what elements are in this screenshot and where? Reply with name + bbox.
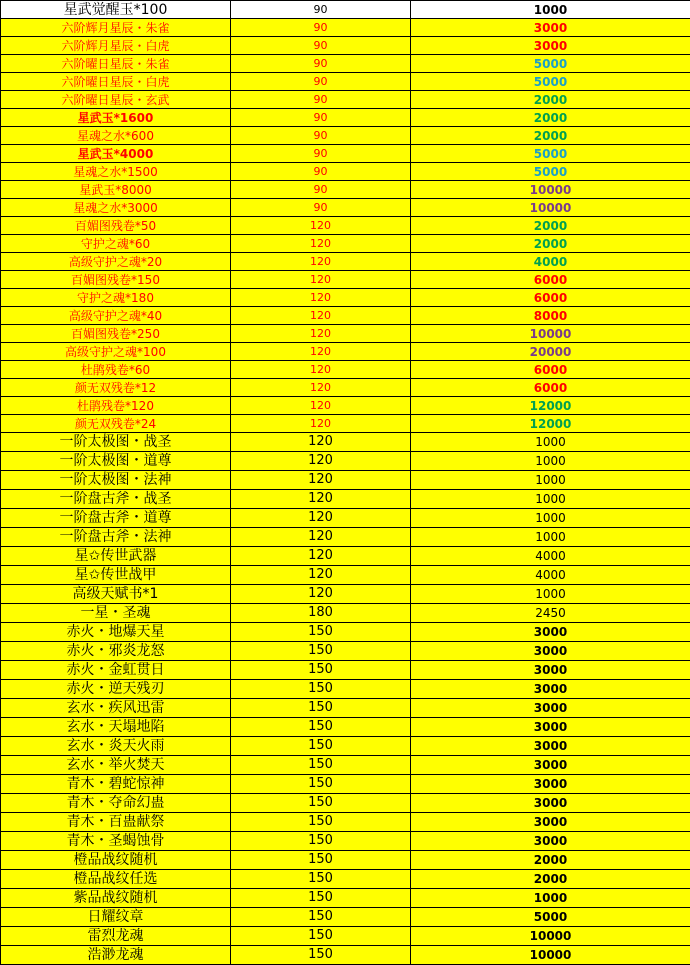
- item-name-cell: 星魂之水*1500: [1, 163, 231, 181]
- item-name-cell: 百媚图残卷*250: [1, 325, 231, 343]
- item-name-cell: 六阶曜日星辰・朱雀: [1, 55, 231, 73]
- price-cell: 6000: [411, 361, 690, 379]
- item-name-cell: 百媚图残卷*50: [1, 217, 231, 235]
- price-cell: 2000: [411, 217, 690, 235]
- item-name-cell: 浩渺龙魂: [1, 946, 231, 965]
- table-row: [1, 813, 690, 832]
- table-row: [1, 307, 690, 325]
- item-name-cell: 一阶太极图・道尊: [1, 452, 231, 471]
- item-name-cell: 百媚图残卷*150: [1, 271, 231, 289]
- table-row: [1, 217, 690, 235]
- item-name-cell: 赤火・邪炎龙怒: [1, 642, 231, 661]
- level-cell: 150: [231, 832, 411, 851]
- price-cell: 5000: [411, 145, 690, 163]
- level-cell: 90: [231, 37, 411, 55]
- level-cell: 150: [231, 718, 411, 737]
- table-row: [1, 37, 690, 55]
- level-cell: 90: [231, 19, 411, 37]
- level-cell: 120: [231, 361, 411, 379]
- table-row: [1, 699, 690, 718]
- price-cell: 10000: [411, 325, 690, 343]
- table-row: [1, 946, 690, 965]
- table-row: [1, 289, 690, 307]
- level-cell: 150: [231, 642, 411, 661]
- price-cell: 10000: [411, 199, 690, 217]
- table-row: [1, 509, 690, 528]
- table-row: [1, 471, 690, 490]
- level-cell: 150: [231, 946, 411, 965]
- item-name-cell: 一阶盘古斧・法神: [1, 528, 231, 547]
- table-row: [1, 851, 690, 870]
- level-cell: 90: [231, 127, 411, 145]
- price-cell: 3000: [411, 718, 690, 737]
- table-row: [1, 680, 690, 699]
- item-name-cell: 六阶曜日星辰・白虎: [1, 73, 231, 91]
- item-name-cell: 青木・百蛊献祭: [1, 813, 231, 832]
- level-cell: 120: [231, 343, 411, 361]
- table-row: [1, 927, 690, 946]
- table-row: [1, 163, 690, 181]
- item-name-cell: 六阶曜日星辰・玄武: [1, 91, 231, 109]
- price-cell: 6000: [411, 289, 690, 307]
- table-row: [1, 604, 690, 623]
- level-cell: 150: [231, 775, 411, 794]
- price-cell: 3000: [411, 37, 690, 55]
- item-name-cell: 星武玉*4000: [1, 145, 231, 163]
- table-row: [1, 91, 690, 109]
- table-row: [1, 737, 690, 756]
- price-cell: 4000: [411, 253, 690, 271]
- level-cell: 120: [231, 585, 411, 604]
- price-cell: 2000: [411, 91, 690, 109]
- level-cell: 150: [231, 699, 411, 718]
- level-cell: 120: [231, 509, 411, 528]
- item-name-cell: 星✩传世战甲: [1, 566, 231, 585]
- level-cell: 120: [231, 566, 411, 585]
- level-cell: 120: [231, 415, 411, 433]
- level-cell: 150: [231, 870, 411, 889]
- table-row: [1, 756, 690, 775]
- price-cell: 6000: [411, 271, 690, 289]
- item-name-cell: 赤火・金虹贯日: [1, 661, 231, 680]
- table-row: [1, 397, 690, 415]
- level-cell: 90: [231, 1, 411, 19]
- table-row: [1, 452, 690, 471]
- table-row: [1, 547, 690, 566]
- table-row: [1, 433, 690, 452]
- price-cell: 2000: [411, 851, 690, 870]
- item-name-cell: 星武玉*8000: [1, 181, 231, 199]
- item-name-cell: 星武玉*1600: [1, 109, 231, 127]
- item-name-cell: 紫品战纹随机: [1, 889, 231, 908]
- level-cell: 150: [231, 889, 411, 908]
- price-cell: 3000: [411, 794, 690, 813]
- item-name-cell: 青木・圣蝎蚀骨: [1, 832, 231, 851]
- table-row: [1, 181, 690, 199]
- item-name-cell: 一阶太极图・战圣: [1, 433, 231, 452]
- table-body: [1, 1, 690, 965]
- level-cell: 120: [231, 235, 411, 253]
- table-row: [1, 199, 690, 217]
- table-row: [1, 235, 690, 253]
- table-row: [1, 490, 690, 509]
- level-cell: 150: [231, 661, 411, 680]
- price-cell: 3000: [411, 661, 690, 680]
- price-cell: 1000: [411, 452, 690, 471]
- item-name-cell: 一阶盘古斧・战圣: [1, 490, 231, 509]
- level-cell: 120: [231, 217, 411, 235]
- item-name-cell: 杜鹃残卷*60: [1, 361, 231, 379]
- price-cell: 1000: [411, 433, 690, 452]
- item-name-cell: 玄水・疾风迅雷: [1, 699, 231, 718]
- price-cell: 2000: [411, 235, 690, 253]
- table-row: [1, 415, 690, 433]
- item-name-cell: 玄水・天塌地陷: [1, 718, 231, 737]
- item-name-cell: 高级守护之魂*100: [1, 343, 231, 361]
- level-cell: 180: [231, 604, 411, 623]
- price-cell: 8000: [411, 307, 690, 325]
- level-cell: 150: [231, 737, 411, 756]
- table-row: [1, 379, 690, 397]
- price-cell: 1000: [411, 1, 690, 19]
- item-name-cell: 玄水・举火焚天: [1, 756, 231, 775]
- level-cell: 90: [231, 199, 411, 217]
- level-cell: 120: [231, 433, 411, 452]
- level-cell: 150: [231, 756, 411, 775]
- price-cell: 5000: [411, 163, 690, 181]
- table-row: [1, 889, 690, 908]
- table-row: [1, 73, 690, 91]
- item-name-cell: 赤火・逆天残刃: [1, 680, 231, 699]
- level-cell: 120: [231, 379, 411, 397]
- item-name-cell: 玄水・炎天火雨: [1, 737, 231, 756]
- item-name-cell: 一星・圣魂: [1, 604, 231, 623]
- table-row: [1, 361, 690, 379]
- price-cell: 10000: [411, 927, 690, 946]
- level-cell: 90: [231, 181, 411, 199]
- table-row: [1, 623, 690, 642]
- level-cell: 120: [231, 490, 411, 509]
- price-cell: 3000: [411, 737, 690, 756]
- table-row: [1, 718, 690, 737]
- price-cell: 3000: [411, 832, 690, 851]
- item-name-cell: 橙品战纹随机: [1, 851, 231, 870]
- item-name-cell: 高级守护之魂*20: [1, 253, 231, 271]
- item-name-cell: 颜无双残卷*12: [1, 379, 231, 397]
- table-row: [1, 870, 690, 889]
- table-row: [1, 253, 690, 271]
- price-cell: 3000: [411, 680, 690, 699]
- level-cell: 120: [231, 271, 411, 289]
- item-name-cell: 橙品战纹任选: [1, 870, 231, 889]
- table-row: [1, 109, 690, 127]
- item-name-cell: 一阶太极图・法神: [1, 471, 231, 490]
- table-row: [1, 642, 690, 661]
- price-cell: 10000: [411, 181, 690, 199]
- price-cell: 1000: [411, 490, 690, 509]
- level-cell: 120: [231, 471, 411, 490]
- item-name-cell: 一阶盘古斧・道尊: [1, 509, 231, 528]
- item-name-cell: 赤火・地爆天星: [1, 623, 231, 642]
- level-cell: 150: [231, 794, 411, 813]
- price-cell: 2450: [411, 604, 690, 623]
- table-row: [1, 343, 690, 361]
- table-row: [1, 908, 690, 927]
- price-cell: 5000: [411, 73, 690, 91]
- item-name-cell: 日耀纹章: [1, 908, 231, 927]
- level-cell: 150: [231, 851, 411, 870]
- level-cell: 150: [231, 680, 411, 699]
- item-name-cell: 青木・碧蛇惊神: [1, 775, 231, 794]
- table-row: [1, 794, 690, 813]
- item-name-cell: 守护之魂*180: [1, 289, 231, 307]
- level-cell: 150: [231, 908, 411, 927]
- level-cell: 120: [231, 397, 411, 415]
- table-row: [1, 145, 690, 163]
- price-cell: 3000: [411, 642, 690, 661]
- level-cell: 150: [231, 927, 411, 946]
- price-cell: 3000: [411, 756, 690, 775]
- item-name-cell: 六阶辉月星辰・朱雀: [1, 19, 231, 37]
- level-cell: 90: [231, 145, 411, 163]
- item-name-cell: 星魂之水*600: [1, 127, 231, 145]
- item-name-cell: 星✩传世武器: [1, 547, 231, 566]
- table-row: [1, 1, 690, 19]
- price-cell: 12000: [411, 397, 690, 415]
- item-name-cell: 颜无双残卷*24: [1, 415, 231, 433]
- level-cell: 90: [231, 163, 411, 181]
- price-cell: 3000: [411, 775, 690, 794]
- price-cell: 2000: [411, 109, 690, 127]
- price-cell: 1000: [411, 889, 690, 908]
- item-name-cell: 星武觉醒玉*100: [1, 1, 231, 19]
- item-name-cell: 高级天赋书*1: [1, 585, 231, 604]
- level-cell: 90: [231, 55, 411, 73]
- level-cell: 120: [231, 452, 411, 471]
- price-cell: 2000: [411, 127, 690, 145]
- table-row: [1, 528, 690, 547]
- item-name-cell: 高级守护之魂*40: [1, 307, 231, 325]
- level-cell: 90: [231, 91, 411, 109]
- price-cell: 12000: [411, 415, 690, 433]
- price-cell: 5000: [411, 55, 690, 73]
- price-cell: 1000: [411, 528, 690, 547]
- price-cell: 1000: [411, 509, 690, 528]
- item-name-cell: 杜鹃残卷*120: [1, 397, 231, 415]
- price-cell: 5000: [411, 908, 690, 927]
- price-cell: 3000: [411, 623, 690, 642]
- table-row: [1, 325, 690, 343]
- price-cell: 2000: [411, 870, 690, 889]
- table-row: [1, 127, 690, 145]
- price-cell: 20000: [411, 343, 690, 361]
- item-name-cell: 守护之魂*60: [1, 235, 231, 253]
- table-row: [1, 55, 690, 73]
- level-cell: 120: [231, 528, 411, 547]
- table-row: [1, 661, 690, 680]
- table-row: [1, 19, 690, 37]
- item-name-cell: 雷烈龙魂: [1, 927, 231, 946]
- price-cell: 4000: [411, 547, 690, 566]
- table-row: [1, 271, 690, 289]
- level-cell: 120: [231, 325, 411, 343]
- price-cell: 1000: [411, 471, 690, 490]
- level-cell: 120: [231, 307, 411, 325]
- level-cell: 90: [231, 73, 411, 91]
- level-cell: 120: [231, 253, 411, 271]
- price-cell: 10000: [411, 946, 690, 965]
- table-row: [1, 566, 690, 585]
- item-name-cell: 青木・夺命幻蛊: [1, 794, 231, 813]
- price-cell: 3000: [411, 813, 690, 832]
- level-cell: 120: [231, 289, 411, 307]
- table-row: [1, 585, 690, 604]
- price-cell: 3000: [411, 19, 690, 37]
- item-name-cell: 星魂之水*3000: [1, 199, 231, 217]
- level-cell: 150: [231, 623, 411, 642]
- price-cell: 1000: [411, 585, 690, 604]
- level-cell: 120: [231, 547, 411, 566]
- price-cell: 6000: [411, 379, 690, 397]
- price-cell: 4000: [411, 566, 690, 585]
- price-cell: 3000: [411, 699, 690, 718]
- level-cell: 90: [231, 109, 411, 127]
- table-row: [1, 775, 690, 794]
- item-name-cell: 六阶辉月星辰・白虎: [1, 37, 231, 55]
- table-row: [1, 832, 690, 851]
- level-cell: 150: [231, 813, 411, 832]
